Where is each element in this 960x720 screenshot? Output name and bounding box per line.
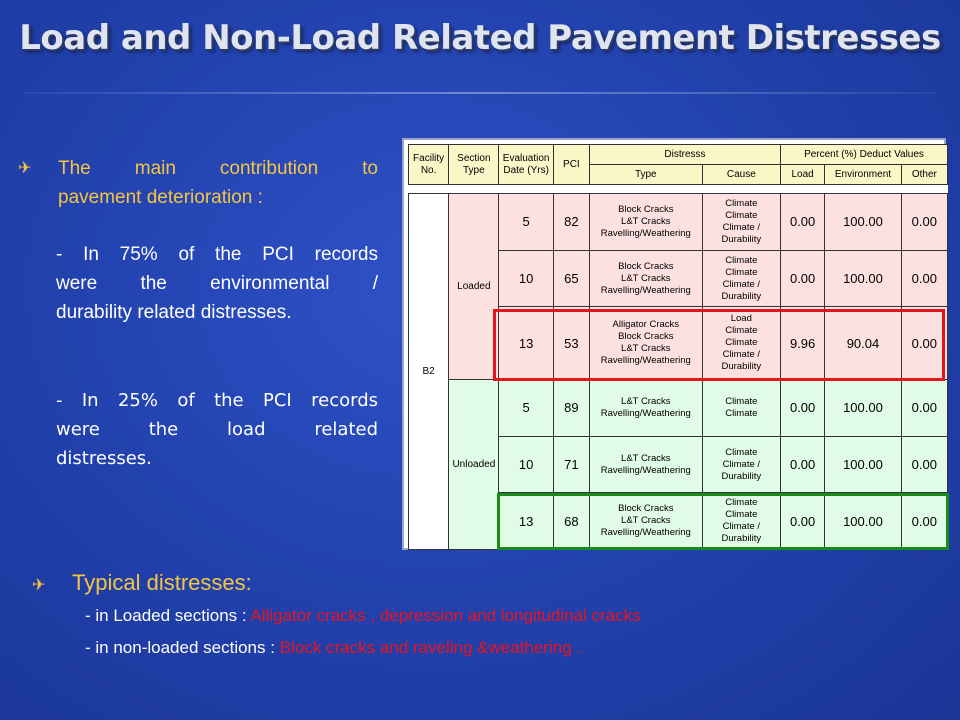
airplane-bullet-icon: ✈	[32, 575, 46, 594]
typical-distresses-heading: Typical distresses:	[72, 570, 252, 595]
point-environmental	[56, 240, 378, 327]
distress-cause: Climate	[725, 325, 758, 337]
pci-cell: 53	[553, 307, 589, 380]
load-related-highlight	[493, 309, 945, 381]
header-type: Type	[589, 165, 702, 185]
distress-type: Ravelling/Weathering	[600, 464, 691, 476]
pci-cell: 65	[553, 250, 589, 307]
distress-type: Ravelling/Weathering	[600, 355, 691, 367]
distress-cause-cell	[702, 250, 780, 307]
distress-cause: Climate / Durability	[721, 521, 762, 545]
distress-cause: Climate / Durability	[721, 349, 762, 373]
distress-type: Alligator Cracks	[612, 319, 680, 331]
distress-cause: Climate	[725, 446, 758, 458]
intro-line-2: pavement deterioration :	[58, 187, 263, 208]
typical-loaded-line	[85, 606, 641, 626]
other-value-cell: 0.00	[901, 250, 947, 307]
load-value-cell: 0.00	[781, 493, 825, 550]
environment-value-cell: 100.00	[825, 380, 901, 437]
loaded-distresses: Alligator cracks , depression and longitudinal cracks	[250, 606, 641, 625]
section-unloaded-cell: Unloaded	[449, 380, 499, 550]
other-value-cell: 0.00	[901, 194, 947, 251]
point1-line-1: - In 75% of the PCI records	[56, 244, 378, 265]
distress-cause: Climate	[725, 209, 758, 221]
distress-type: L&T Cracks	[621, 395, 671, 407]
header-cause: Cause	[702, 165, 780, 185]
table-row	[409, 380, 948, 437]
header-other: Other	[901, 165, 947, 185]
distress-cause: Climate	[725, 497, 758, 509]
point1-line-3: durability related distresses.	[56, 302, 292, 323]
other-value-cell: 0.00	[901, 380, 947, 437]
point-load	[56, 386, 378, 473]
nonloaded-distresses: Block cracks and raveling &weathering .	[279, 638, 582, 657]
pci-cell: 89	[553, 380, 589, 437]
distress-cause: Climate	[725, 254, 758, 266]
load-value-cell: 0.00	[781, 436, 825, 493]
point2-line-3: distresses.	[56, 448, 152, 469]
point2-line-1: - In 25% of the PCI records	[56, 390, 378, 411]
distress-type-cell	[589, 380, 702, 437]
typical-nonloaded-line	[85, 638, 581, 658]
distress-type: Block Cracks	[618, 503, 674, 515]
distress-type: Block Cracks	[618, 260, 674, 272]
eval-date-cell: 10	[499, 436, 553, 493]
distress-type: Block Cracks	[618, 331, 674, 343]
distress-type: L&T Cracks	[621, 215, 671, 227]
pci-cell: 68	[553, 493, 589, 550]
intro-text	[58, 154, 378, 212]
eval-date-cell: 10	[499, 250, 553, 307]
point1-line-2: were the environmental /	[56, 273, 378, 294]
header-load: Load	[781, 165, 825, 185]
other-value-cell: 0.00	[901, 307, 947, 380]
header-evaluation-date: Evaluation Date (Yrs)	[499, 145, 553, 185]
slide-title: Load and Non-Load Related Pavement Distresses	[19, 18, 941, 58]
header-distresses: Distresss	[589, 145, 780, 165]
point2-line-2: were the load related	[56, 419, 378, 440]
distress-type: L&T Cracks	[621, 452, 671, 464]
distress-type: L&T Cracks	[621, 272, 671, 284]
load-value-cell: 0.00	[781, 380, 825, 437]
environment-value-cell: 90.04	[825, 307, 901, 380]
unloaded-highlight	[497, 493, 949, 550]
eval-date-cell: 5	[499, 380, 553, 437]
header-pci: PCI	[553, 145, 589, 185]
distress-type: Ravelling/Weathering	[600, 407, 691, 419]
distress-cause: Load	[730, 313, 752, 325]
distress-cause: Climate	[725, 266, 758, 278]
header-environment: Environment	[825, 165, 901, 185]
airplane-bullet-icon: ✈	[18, 158, 32, 177]
distress-type: Ravelling/Weathering	[600, 284, 691, 296]
header-section-type: Section Type	[449, 145, 499, 185]
facility-no-cell: B2	[409, 194, 449, 550]
distress-type: L&T Cracks	[621, 515, 671, 527]
loaded-prefix: - in Loaded sections :	[85, 606, 251, 625]
distress-cause: Climate / Durability	[721, 221, 762, 245]
load-value-cell: 0.00	[781, 250, 825, 307]
distress-type-cell	[589, 436, 702, 493]
distress-type-cell	[589, 250, 702, 307]
distress-type-cell	[589, 194, 702, 251]
distress-type: Ravelling/Weathering	[600, 527, 691, 539]
eval-date-cell: 13	[499, 493, 553, 550]
table-row	[409, 194, 948, 251]
eval-date-cell: 5	[499, 194, 553, 251]
environment-value-cell: 100.00	[825, 250, 901, 307]
header-facility: Facility No.	[409, 145, 449, 185]
distress-cause-cell	[702, 380, 780, 437]
distress-cause: Climate / Durability	[721, 458, 762, 482]
section-loaded-cell: Loaded	[449, 194, 499, 380]
intro-line-1: The main contribution to	[58, 158, 378, 179]
environment-value-cell: 100.00	[825, 436, 901, 493]
distress-cause: Climate	[725, 337, 758, 349]
distress-cause-cell	[702, 436, 780, 493]
load-value-cell: 9.96	[781, 307, 825, 380]
title-divider	[24, 92, 936, 94]
distress-type: L&T Cracks	[621, 343, 671, 355]
pci-cell: 82	[553, 194, 589, 251]
distress-cause-cell	[702, 194, 780, 251]
distress-cause: Climate / Durability	[721, 278, 762, 302]
eval-date-cell: 13	[499, 307, 553, 380]
distress-cause: Climate	[725, 407, 758, 419]
distress-type: Ravelling/Weathering	[600, 227, 691, 239]
header-deduct-values: Percent (%) Deduct Values	[781, 145, 948, 165]
other-value-cell: 0.00	[901, 493, 947, 550]
nonloaded-prefix: - in non-loaded sections :	[85, 638, 280, 657]
distress-type: Block Cracks	[618, 203, 674, 215]
load-value-cell: 0.00	[781, 194, 825, 251]
environment-value-cell: 100.00	[825, 194, 901, 251]
distress-cause: Climate	[725, 395, 758, 407]
pci-cell: 71	[553, 436, 589, 493]
distress-cause: Climate	[725, 197, 758, 209]
other-value-cell: 0.00	[901, 436, 947, 493]
environment-value-cell: 100.00	[825, 493, 901, 550]
distress-cause: Climate	[725, 509, 758, 521]
